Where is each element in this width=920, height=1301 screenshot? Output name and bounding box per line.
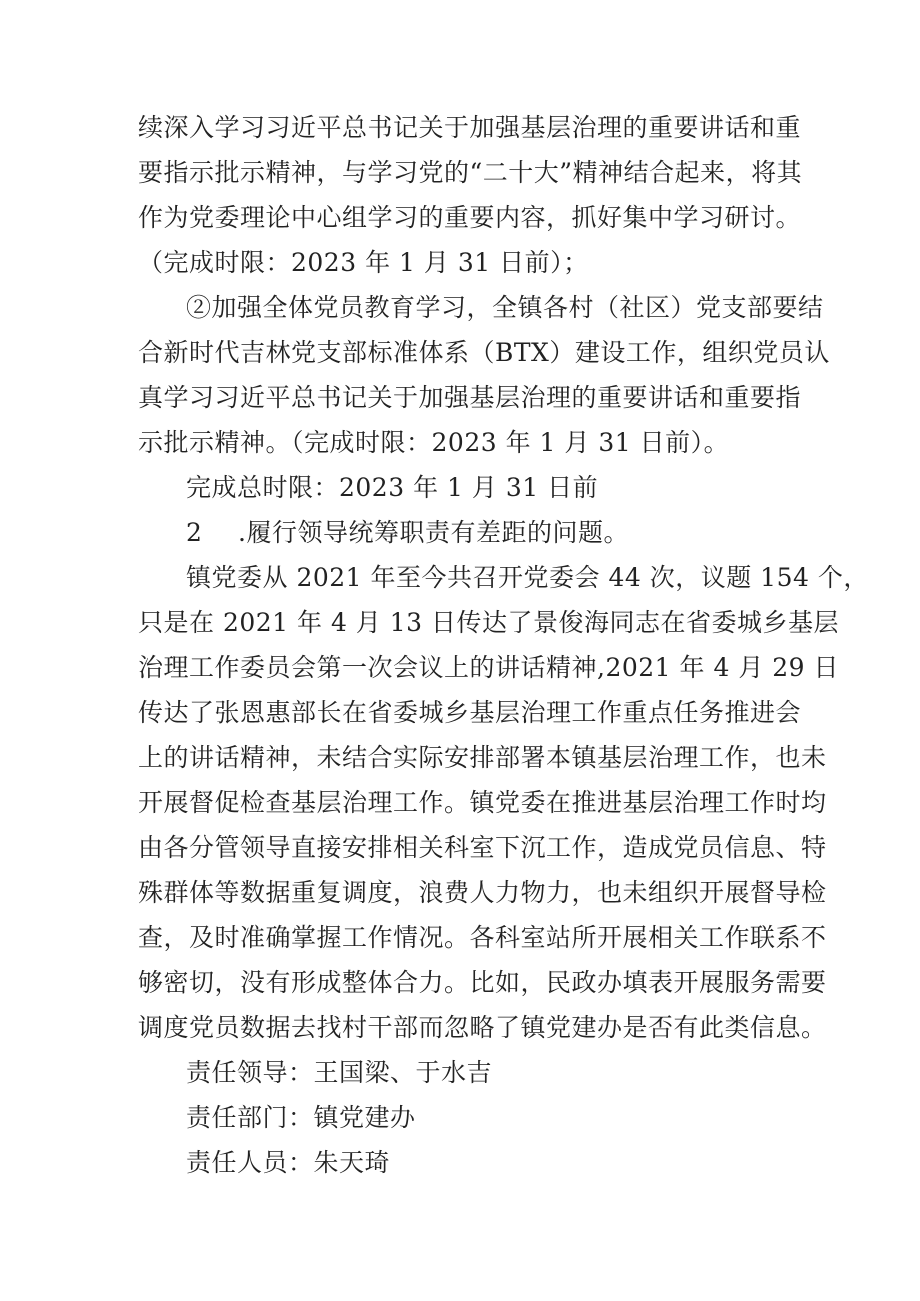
paragraph-line: 由各分管领导直接安排相关科室下沉工作，造成党员信息、特 [138,833,827,862]
paragraph-line: 开展督促检查基层治理工作。镇党委在推进基层治理工作时均 [138,788,827,817]
paragraph-line: 真学习习近平总书记关于加强基层治理的重要讲话和重要指 [138,383,802,412]
paragraph-line: 示批示精神。（完成时限：2023 年 1 月 31 日前）。 [138,428,730,457]
paragraph-line: （完成时限：2023 年 1 月 31 日前）； [138,248,589,277]
deadline-line: 完成总时限：2023 年 1 月 31 日前 [186,473,599,502]
paragraph-line: 上的讲话精神，未结合实际安排部署本镇基层治理工作，也未 [138,743,827,772]
paragraph-line: 要指示批示精神，与学习党的“二十大”精神结合起来，将其 [138,158,803,187]
section-heading [186,519,798,547]
responsible-leader: 责任领导：王国梁、于水吉 [186,1058,493,1087]
paragraph-line: 调度党员数据去找村干部而忽略了镇党建办是否有此类信息。 [138,1013,827,1042]
paragraph-line: ②加强全体党员教育学习，全镇各村（社区）党支部要结 [186,293,824,322]
section-number: 2 [186,518,203,547]
responsible-department: 责任部门：镇党建办 [186,1103,416,1132]
paragraph-line: 够密切，没有形成整体合力。比如，民政办填表开展服务需要 [138,968,827,997]
paragraph-line: 传达了张恩惠部长在省委城乡基层治理工作重点任务推进会 [138,698,802,727]
paragraph-line: 查，及时准确掌握工作情况。各科室站所开展相关工作联系不 [138,923,827,952]
paragraph-line: 殊群体等数据重复调度，浪费人力物力，也未组织开展督导检 [138,878,827,907]
paragraph-line: 只是在 2021 年 4 月 13 日传达了景俊海同志在省委城乡基层 [138,608,840,637]
paragraph-line: 治理工作委员会第一次会议上的讲话精神,2021 年 4 月 29 日 [138,653,840,682]
paragraph-line: 镇党委从 2021 年至今共召开党委会 44 次，议题 154 个， [186,563,869,592]
paragraph-line: 作为党委理论中心组学习的重要内容，抓好集中学习研讨。 [138,203,802,232]
responsible-person: 责任人员：朱天琦 [186,1148,391,1177]
paragraph-line: 合新时代吉林党支部标准体系（BTX）建设工作，组织党员认 [138,338,830,367]
paragraph-line: 续深入学习习近平总书记关于加强基层治理的重要讲话和重 [138,113,802,142]
section-title: .履行领导统筹职责有差距的问题。 [238,518,629,547]
